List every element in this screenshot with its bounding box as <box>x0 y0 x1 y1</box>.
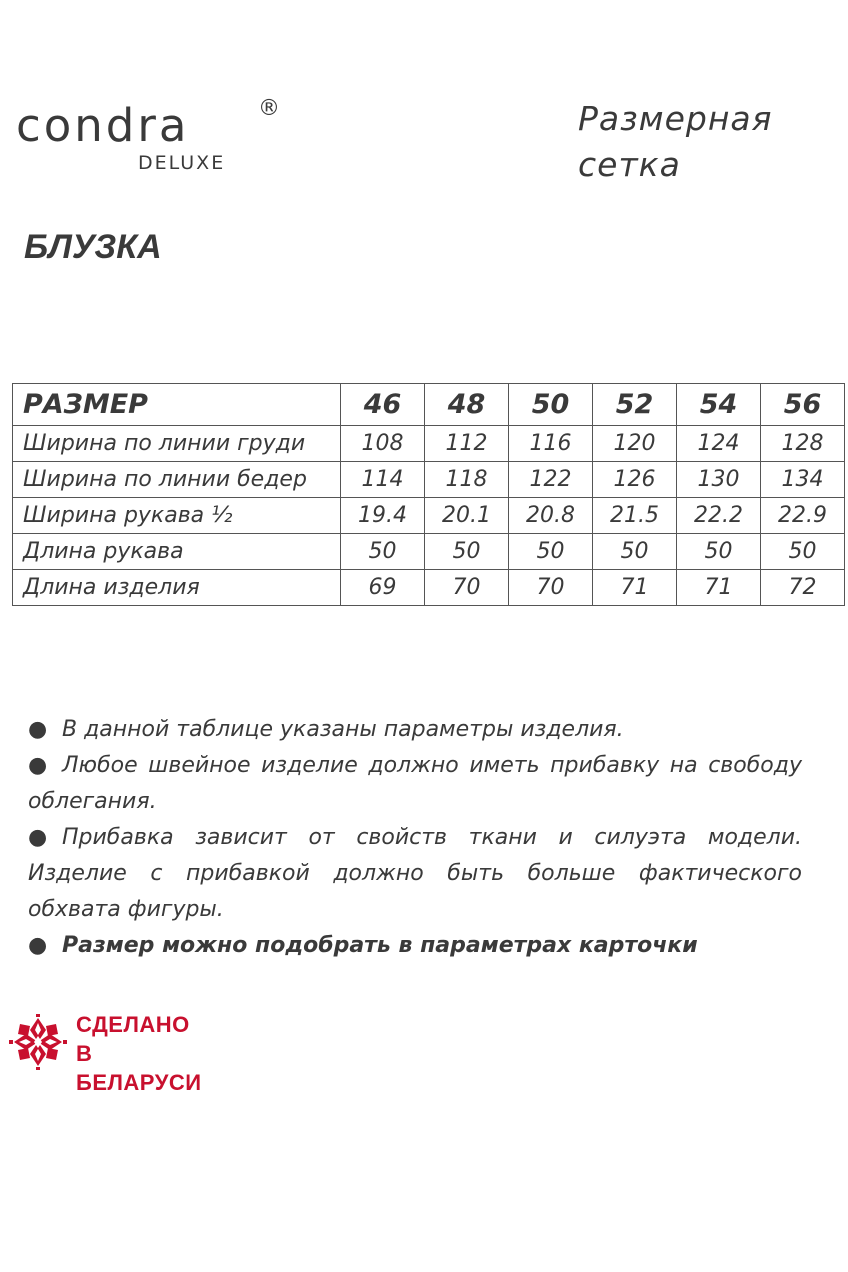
value-cell: 21.5 <box>593 498 677 534</box>
row-label-cell: Длина изделия <box>13 570 341 606</box>
table-row <box>13 462 845 498</box>
value-cell: 22.9 <box>761 498 845 534</box>
bullet-icon: ● <box>28 933 48 958</box>
value-cell: 116 <box>509 426 593 462</box>
value-cell: 134 <box>761 462 845 498</box>
table-row <box>13 534 845 570</box>
value-cell: 124 <box>677 426 761 462</box>
bullet-icon: ● <box>28 753 48 778</box>
note-item <box>28 928 802 964</box>
made-in-text <box>76 1010 208 1097</box>
value-cell: 108 <box>341 426 425 462</box>
value-cell: 19.4 <box>341 498 425 534</box>
value-cell: 118 <box>425 462 509 498</box>
value-cell: 70 <box>425 570 509 606</box>
table-row <box>13 570 845 606</box>
registered-mark: ® <box>258 96 280 121</box>
value-cell: 72 <box>761 570 845 606</box>
made-in-line2: В БЕЛАРУСИ <box>76 1041 202 1095</box>
value-cell: 128 <box>761 426 845 462</box>
value-cell: 120 <box>593 426 677 462</box>
value-cell: 50 <box>509 534 593 570</box>
header-label-cell: РАЗМЕР <box>13 384 341 426</box>
notes-list <box>28 712 802 964</box>
size-header-cell: 48 <box>425 384 509 426</box>
note-text: В данной таблице указаны параметры изделия. <box>62 717 624 742</box>
value-cell: 20.1 <box>425 498 509 534</box>
value-cell: 122 <box>509 462 593 498</box>
value-cell: 50 <box>425 534 509 570</box>
row-label-cell: Ширина по линии груди <box>13 426 341 462</box>
value-cell: 70 <box>509 570 593 606</box>
bullet-icon: ● <box>28 825 48 850</box>
size-header-cell: 50 <box>509 384 593 426</box>
bullet-icon: ● <box>28 717 48 742</box>
row-label-cell: Ширина по линии бедер <box>13 462 341 498</box>
value-cell: 20.8 <box>509 498 593 534</box>
table-header-row <box>13 384 845 426</box>
value-cell: 50 <box>677 534 761 570</box>
value-cell: 126 <box>593 462 677 498</box>
value-cell: 71 <box>593 570 677 606</box>
value-cell: 50 <box>761 534 845 570</box>
value-cell: 69 <box>341 570 425 606</box>
value-cell: 130 <box>677 462 761 498</box>
value-cell: 71 <box>677 570 761 606</box>
brand-subtitle: DELUXE <box>138 152 226 174</box>
document-title: Размерная сетка <box>578 99 773 184</box>
made-in-belarus-badge <box>8 1010 208 1095</box>
note-text: Прибавка зависит от свойств ткани и силуэта модели. Изделие с прибавкой должно быть больше фактического обхвата фигуры. <box>28 825 802 922</box>
value-cell: 112 <box>425 426 509 462</box>
note-item <box>28 712 802 748</box>
table-row <box>13 498 845 534</box>
size-table <box>12 383 845 606</box>
note-text: Размер можно подобрать в параметрах карточки <box>62 933 698 958</box>
note-item <box>28 820 802 928</box>
note-item <box>28 748 802 820</box>
size-header-cell: 52 <box>593 384 677 426</box>
brand-logo <box>16 96 286 186</box>
made-in-line1: СДЕЛАНО <box>76 1012 190 1037</box>
value-cell: 50 <box>341 534 425 570</box>
value-cell: 114 <box>341 462 425 498</box>
size-header-cell: 56 <box>761 384 845 426</box>
size-header-cell: 46 <box>341 384 425 426</box>
belarus-ornament-icon <box>8 1014 68 1070</box>
note-text: Любое швейное изделие должно иметь прибавку на свободу облегания. <box>28 753 802 814</box>
size-header-cell: 54 <box>677 384 761 426</box>
row-label-cell: Длина рукава <box>13 534 341 570</box>
product-title: БЛУЗКА <box>24 228 162 266</box>
value-cell: 50 <box>593 534 677 570</box>
table-row <box>13 426 845 462</box>
value-cell: 22.2 <box>677 498 761 534</box>
brand-name: condra <box>16 99 190 152</box>
row-label-cell: Ширина рукава ½ <box>13 498 341 534</box>
